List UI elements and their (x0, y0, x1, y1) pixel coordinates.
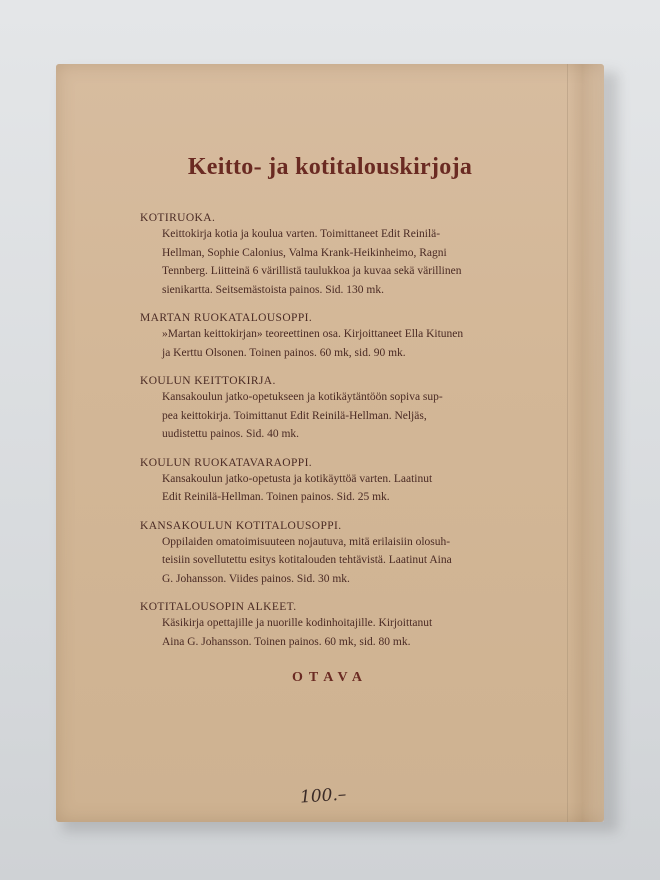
description-line: Edit Reinilä-Hellman. Toinen painos. Sid. 25 mk. (162, 491, 390, 503)
book-entry-heading: KOULUN RUOKATAVARAOPPI. (140, 456, 313, 469)
handwritten-price-note: 100.– (299, 784, 348, 808)
book-entry-description (162, 325, 570, 362)
book-entry-description (162, 388, 570, 444)
book-entry-description (162, 470, 570, 507)
description-line: teisiin sovellutettu esitys kotitalouden tehtävistä. Laatinut Aina (162, 554, 452, 566)
description-line: Käsikirja opettajille ja nuorille kodinhoitajille. Kirjoittanut (162, 617, 433, 629)
book-entry-description (162, 533, 570, 589)
book-entry (140, 375, 570, 444)
description-line: Oppilaiden omatoimisuuteen nojautuva, mitä erilaisiin olosuh- (162, 535, 451, 548)
book-entry-heading: KANSAKOULUN KOTITALOUSOPPI. (140, 519, 342, 532)
book-back-cover (56, 64, 604, 822)
description-line: Hellman, Sophie Calonius, Valma Krank-Heikinheimo, Ragni (162, 246, 447, 259)
description-line: »Martan keittokirjan» teoreettinen osa. Kirjoittaneet Ella Kitunen (162, 328, 464, 340)
book-entry (140, 457, 570, 507)
cover-title: Keitto- ja kotitalouskirjoja (187, 154, 473, 180)
description-line: pea keittokirja. Toimittanut Edit Reinilä-Hellman. Neljäs, (162, 409, 427, 422)
book-entry (140, 601, 570, 651)
book-entry-heading: KOULUN KEITTOKIRJA. (140, 375, 276, 387)
book-entry-heading: MARTAN RUOKATALOUSOPPI. (140, 312, 313, 324)
book-entry-heading: KOTIRUOKA. (140, 212, 216, 224)
description-line: ja Kerttu Olsonen. Toinen painos. 60 mk, sid. 90 mk. (162, 346, 406, 359)
description-line: Aina G. Johansson. Toinen painos. 60 mk, sid. 80 mk. (162, 635, 411, 648)
book-entry (140, 312, 570, 362)
description-line: Kansakoulun jatko-opetusta ja kotikäyttöä varten. Laatinut (162, 472, 433, 485)
publisher-name: OTAVA (292, 670, 368, 685)
description-line: Kansakoulun jatko-opetukseen ja kotikäytäntöön sopiva sup- (162, 391, 443, 403)
description-line: G. Johansson. Viides painos. Sid. 30 mk. (162, 572, 350, 585)
description-line: sienikartta. Seitsemästoista painos. Sid. 130 mk. (162, 283, 384, 296)
book-entry-description (162, 225, 570, 299)
book-entry-description (162, 614, 570, 651)
description-line: Keittokirja kotia ja koulua varten. Toimittaneet Edit Reinilä- (162, 228, 441, 240)
description-line: Tennberg. Liitteinä 6 värillistä taulukkoa ja kuvaa sekä värillinen (162, 265, 462, 277)
book-entry-heading: KOTITALOUSOPIN ALKEET. (140, 601, 297, 613)
description-line: uudistettu painos. Sid. 40 mk. (162, 428, 300, 440)
book-entry (140, 520, 570, 589)
book-list (140, 212, 570, 664)
book-entry (140, 212, 570, 299)
